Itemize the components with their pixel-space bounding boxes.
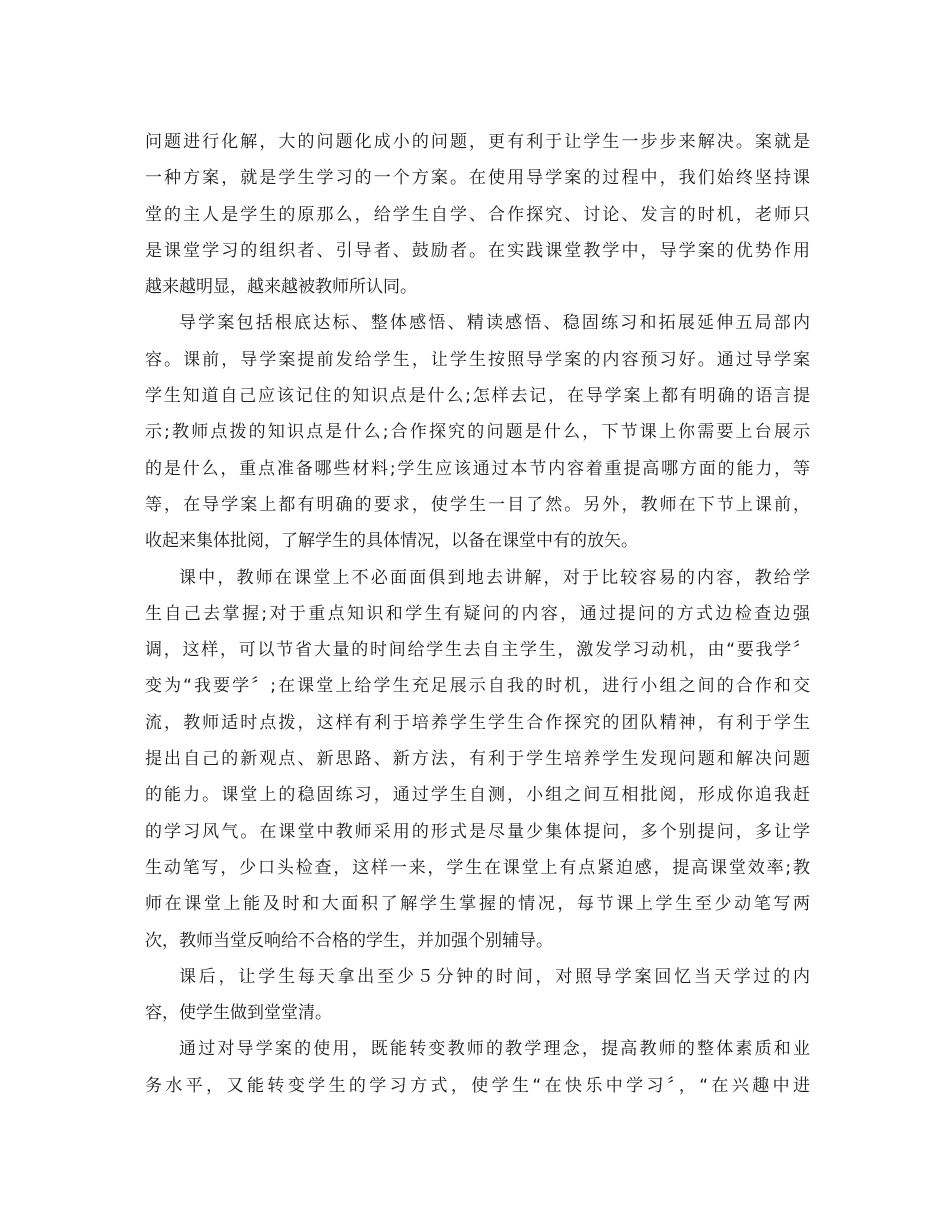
text-line: 学生知道自己应该记住的知识点是什么;怎样去记，在导学案上都有明确的语言提 bbox=[145, 386, 810, 407]
text-line: 收起来集体批阅，了解学生的具体情况，以备在课堂中有的放矢。 bbox=[145, 531, 638, 552]
text-line: 的是什么，重点准备哪些材料;学生应该通过本节内容着重提高哪方面的能力，等 bbox=[145, 458, 810, 479]
text-line: 导学案包括根底达标、整体感悟、精读感悟、稳固练习和拓展延伸五局部内 bbox=[179, 313, 810, 334]
text-line: 的学习风气。在课堂中教师采用的形式是尽量少集体提问，多个别提问，多让学 bbox=[145, 821, 810, 842]
paragraph-3 bbox=[145, 560, 810, 959]
text-line: 容。课前，导学案提前发给学生，让学生按照导学案的内容预习好。通过导学案 bbox=[145, 349, 810, 370]
text-line: 变为“我要学〞;在课堂上给学生充足展示自我的时机，进行小组之间的合作和交 bbox=[145, 676, 810, 697]
text-line: 通过对导学案的使用，既能转变教师的教学理念，提高教师的整体素质和业 bbox=[179, 1039, 810, 1060]
paragraph-4 bbox=[145, 959, 810, 1032]
text-line: 容，使学生做到堂堂清。 bbox=[145, 1003, 332, 1024]
text-line: 师在课堂上能及时和大面积了解学生掌握的情况，每节课上学生至少动笔写两 bbox=[145, 894, 810, 915]
text-line: 生动笔写，少口头检查，这样一来，学生在课堂上有点紧迫感，提高课堂效率;教 bbox=[145, 857, 810, 878]
text-line: 越来越明显，越来越被教师所认同。 bbox=[145, 277, 417, 298]
text-line: 务水平，又能转变学生的学习方式，使学生“在快乐中学习〞，“在兴趣中进 bbox=[145, 1075, 810, 1096]
text-line: 流，教师适时点拨，这样有利于培养学生学生合作探究的团队精神，有利于学生 bbox=[145, 712, 810, 733]
text-line: 课后，让学生每天拿出至少５分钟的时间，对照导学案回忆当天学过的内 bbox=[179, 966, 810, 987]
paragraph-1 bbox=[145, 124, 810, 305]
text-line: 一种方案，就是学生学习的一个方案。在使用导学案的过程中，我们始终坚持课 bbox=[145, 168, 810, 189]
paragraph-5 bbox=[145, 1031, 810, 1104]
text-line: 次，教师当堂反响给不合格的学生，并加强个别辅导。 bbox=[145, 930, 553, 951]
text-line: 是课堂学习的组织者、引导者、鼓励者。在实践课堂教学中，导学案的优势作用 bbox=[145, 240, 810, 261]
text-line: 课中，教师在课堂上不必面面俱到地去讲解，对于比较容易的内容，教给学 bbox=[179, 567, 810, 588]
paragraph-2 bbox=[145, 305, 810, 559]
text-line: 等，在导学案上都有明确的要求，使学生一目了然。另外，教师在下节上课前， bbox=[145, 494, 810, 515]
text-line: 示;教师点拨的知识点是什么;合作探究的问题是什么，下节课上你需要上台展示 bbox=[145, 422, 810, 443]
text-line: 提出自己的新观点、新思路、新方法，有利于学生培养学生发现问题和解决问题 bbox=[145, 749, 810, 770]
document-body bbox=[145, 124, 810, 1104]
text-line: 堂的主人是学生的原那么，给学生自学、合作探究、讨论、发言的时机，老师只 bbox=[145, 204, 810, 225]
text-line: 问题进行化解，大的问题化成小的问题，更有利于让学生一步步来解决。案就是 bbox=[145, 132, 810, 152]
text-line: 生自己去掌握;对于重点知识和学生有疑问的内容，通过提问的方式边检查边强 bbox=[145, 603, 810, 624]
text-line: 的能力。课堂上的稳固练习，通过学生自测，小组之间互相批阅，形成你追我赶 bbox=[145, 785, 810, 806]
text-line: 调，这样，可以节省大量的时间给学生去自主学生，激发学习动机，由“要我学〞 bbox=[145, 640, 810, 661]
